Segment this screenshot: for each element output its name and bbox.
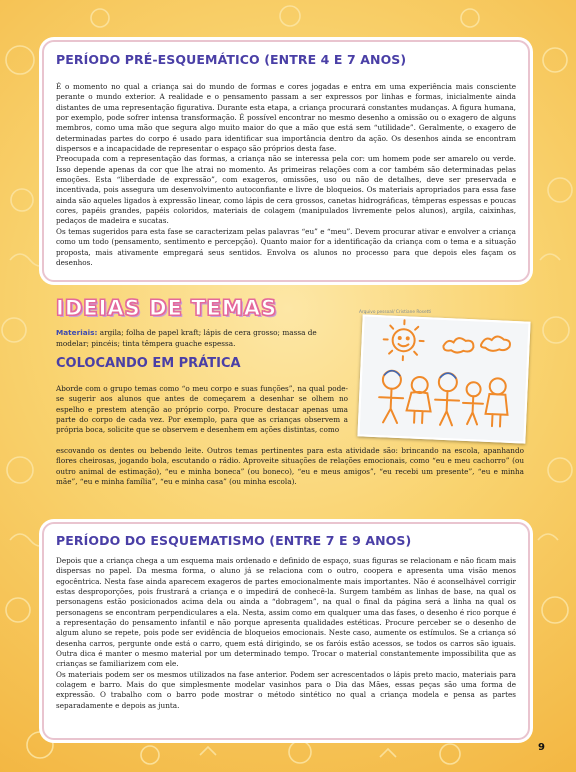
practice-paragraph-narrow: Aborde com o grupo temas como “o meu corpo e suas funções”, na qual pode-se sugerir aos alunos que antes de começarem a desenhar se olhem no espelho e prestem atenção ao próprio corpo. Procure destacar apenas uma parte do corpo de cada vez. Por exemplo, para que as crianças observem a própria boca, solicite que se observem e desenhem em ações distintas, como: [56, 384, 348, 435]
paragraph: É o momento no qual a criança sai do mundo de formas e cores jogadas e entra em uma experiência mais consciente perante o mundo exterior. A realidade e o pensamento passam a ser expressos por linhas e formas, inicialmente ainda distantes de uma representação figurativa. Durante esta etapa, a criança procurará constantes mudanças. A figura humana, por exemplo, pode sofrer intensa transformação. É possível encontrar no mesmo desenho a omissão ou o exagero de alguns membros, como uma mão que segura algo muito maior do que a mão que está sem “utilidade”. Geralmente, o exagero de determinadas partes do corpo é usado para identificar sua importância dentro da ação. Os desenhos ainda se encontram dispersos e a incapacidade de representar o espaço são próprios desta fase.: [56, 82, 516, 154]
paragraph: Depois que a criança chega a um esquema mais ordenado e definido de espaço, suas figuras se relacionam e não ficam mais dispersas no papel. Da mesma forma, o aluno já se relaciona com o outro, coopera e apresenta uma visão menos egocêntrica. Nesta fase ainda aparecem exageros de partes emocionalmente mais importantes. Não é aconselhável corrigir estas desproporções, pois frustrará a criança e o impedirá de conhecê-la. Surgem também as linhas de base, na qual os personagens estão posicionados acima dela ou ainda a “dobragem”, na qual o final da página será a linha na qual os personagens se encontram perpendiculares a ela. Nesta, assim como em qualquer uma das fases, o desenho é rico porque é a representação do pensamento infantil e não porque apresenta qualidades estéticas. Procure perceber se o desenho de algum aluno se repete, pois pode ser evidência de bloqueios emocionais. Neste caso, aumente os estímulos. Se a criança só desenha carros, pergunte onde está o carro, quem está dirigindo, se os faróis estão acessos, se todos os carros são iguais. Outra dica é manter o mesmo material por um determinado tempo. Trocar o material constantemente impossibilita que as crianças se familiarizem com ele.: [56, 556, 516, 669]
section-body: [56, 82, 516, 268]
section-body: [56, 556, 516, 711]
paragraph: Os temas sugeridos para esta fase se caracterizam pelas palavras “eu” e “meu”. Devem procurar ativar e envolver a criança como um todo (pensamento, sentimento e percepção). Quanto maior for a identificação da criança com o tema e a situação proposta, mais ativamente empregará seus sentidos. Envolva os alunos no processo para que depois eles façam os desenhos.: [56, 226, 516, 267]
ideas-heading: IDEIAS DE TEMAS: [56, 296, 278, 320]
materials-text: argila; folha de papel kraft; lápis de cera grosso; massa de modelar; pincéis; tinta têmpera guache espessa.: [56, 328, 317, 348]
paragraph: Os materiais podem ser os mesmos utilizados na fase anterior. Podem ser acrescentados o lápis preto macio, materiais para colagem e barro. Mais do que simplesmente modelar vasinhos para o Dia das Mães, essas peças são uma forma de expressão. O trabalho com o barro pode mostrar o método sintético no qual a criança modela e pensa as partes separadamente e depois as junta.: [56, 669, 516, 710]
photo-credit: Arquivo pessoal/ Cristiane Rosetti: [359, 310, 432, 315]
paragraph: Preocupada com a representação das formas, a criança não se interessa pela cor: um homem pode ser amarelo ou verde. Isso depende apenas da cor que lhe atrai no momento. As primeiras relações com a cor também são determinadas pelas emoções. Esta “liberdade de expressão”, com exageros, omissões, uso ou não de detalhes, deve ser preservada e incentivada, pois assegura um desenvolvimento autoconfiante e livre de bloqueios. Os materiais apropriados para essa fase ainda são aqueles ligados à expressão linear, como lápis de cera grossos, canetas hidrográficas, têmperas espessas e poucas cores, papéis grandes, papéis coloridos, materiais de colagem (manipulados livremente pelos alunos), argila, caixinhas, pedaços de madeira e sucatas.: [56, 154, 516, 226]
materials-label: Materiais:: [56, 328, 98, 337]
materials-line: [56, 328, 346, 349]
practice-paragraph-wide: escovando os dentes ou bebendo leite. Outros temas pertinentes para esta atividade são: brincando na escola, apanhando flores cheirosas, jogando bola, escutando o rádio. Aproveite situações de relações emocionais, como “eu e meu cachorro” (ou outro animal de estimação), “eu e minha boneca” (ou boneco), “eu e meus amigos”, “eu recebi um presente”, “eu e minha mãe”, “eu e minha família”, “eu e minha casa” (ou minha escola).: [56, 446, 524, 487]
pre-schematic-card: [42, 40, 530, 282]
section-title: PERÍODO DO ESQUEMATISMO (ENTRE 7 E 9 ANOS): [56, 533, 412, 548]
theme-ideas-section: [42, 288, 536, 510]
child-drawing-photo: [357, 314, 530, 443]
page-number: 9: [538, 742, 545, 753]
practice-heading: COLOCANDO EM PRÁTICA: [56, 356, 241, 371]
schematic-card: [42, 522, 530, 740]
child-drawing-illustration: [360, 316, 529, 441]
section-title: PERÍODO PRÉ-ESQUEMÁTICO (ENTRE 4 E 7 ANOS): [56, 52, 407, 67]
